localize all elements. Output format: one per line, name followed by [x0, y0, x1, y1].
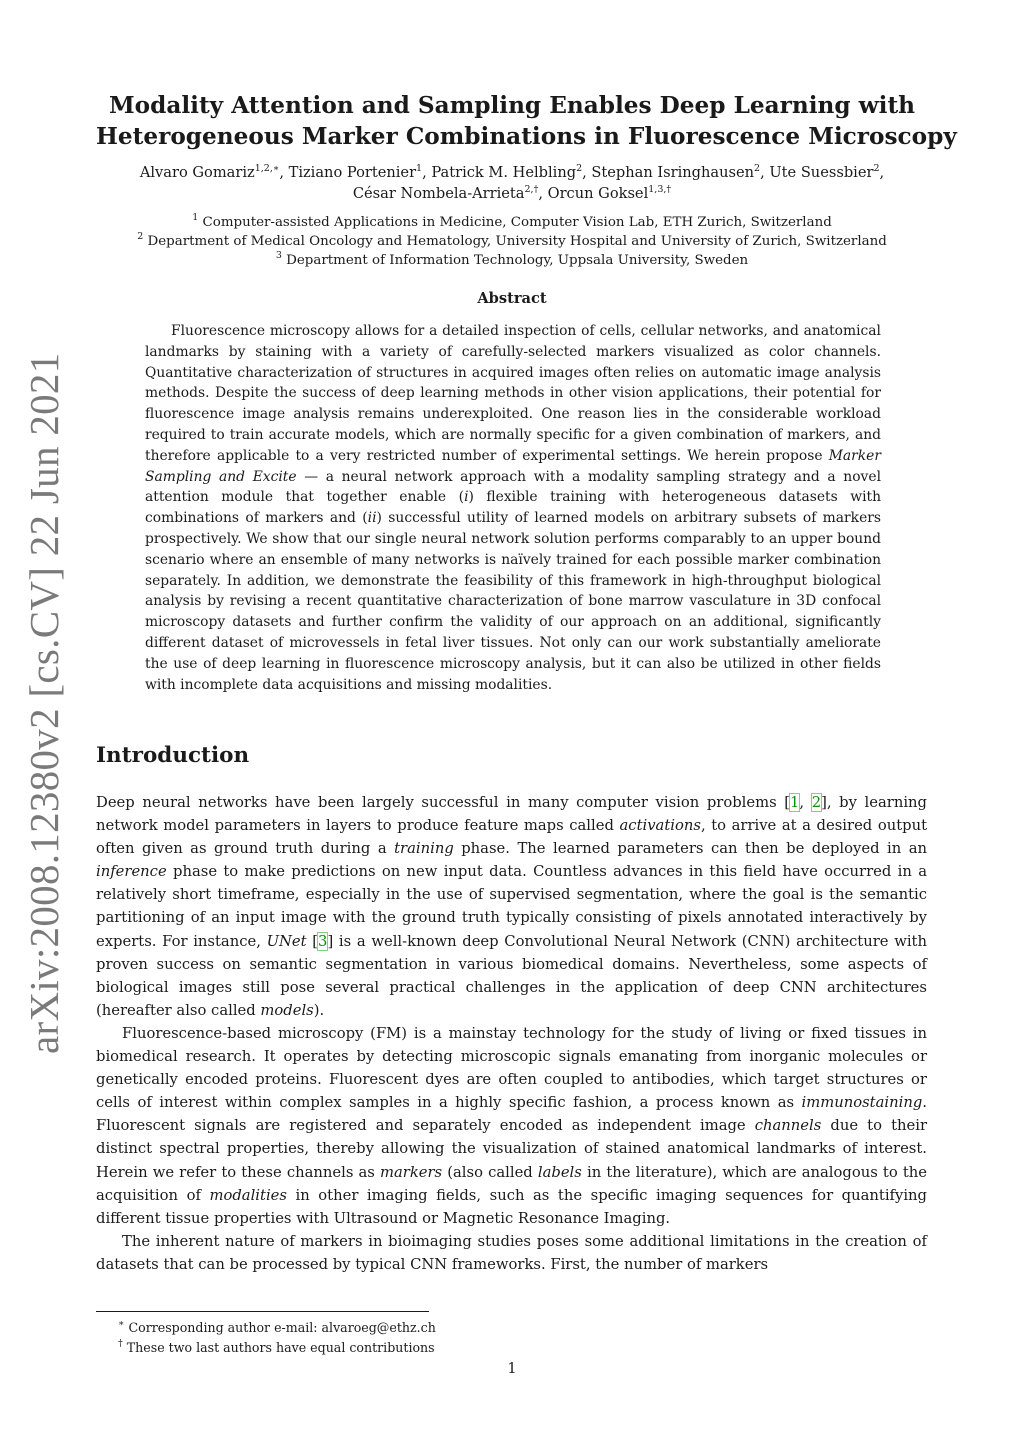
affiliation-number: 2: [137, 231, 144, 243]
author-affiliation-mark: 2: [873, 163, 880, 174]
footnotes: [118, 1318, 436, 1358]
affiliation-text: Computer-assisted Applications in Medicine, Computer Vision Lab, ETH Zurich, Switzerland: [202, 215, 832, 230]
emphasis-term: training: [394, 840, 454, 858]
footnote-text: Corresponding author e-mail: alvaroeg@ethz.ch: [128, 1320, 436, 1335]
body-text: due to their distinct spectral properties, thereby allowing the visualization of stained anatomical landmarks of interest. Herein we refer to these channels as: [96, 1117, 927, 1181]
author-affiliation-mark: 1: [416, 163, 423, 174]
footnote-divider: [96, 1311, 429, 1312]
method-name: Marker Sampling and Excite: [145, 447, 881, 485]
author-name: Patrick M. Helbling: [431, 164, 577, 181]
body-text: . Fluorescent signals are registered and separately encoded as independent image: [96, 1094, 927, 1135]
body-paragraph-2: [96, 1022, 927, 1230]
affiliation-item: [96, 251, 928, 270]
author-affiliation-mark: 1,2,∗: [254, 163, 280, 174]
body-text: ).: [313, 1001, 325, 1019]
affiliation-text: Department of Information Technology, Uppsala University, Sweden: [286, 253, 749, 269]
abstract-body: [145, 321, 881, 695]
author-name: Ute Suessbier: [769, 164, 874, 181]
title-line-1: Modality Attention and Sampling Enables Deep Learning with: [108, 92, 916, 119]
author-affiliation-mark: 2: [754, 163, 761, 174]
author-line-1: [96, 162, 928, 183]
footnote-text: These two last authors have equal contributions: [126, 1340, 435, 1355]
emphasis-term: inference: [96, 863, 167, 881]
emphasis-term: channels: [754, 1117, 822, 1135]
author-affiliation-mark: 2: [576, 163, 583, 174]
body-text: ,: [799, 794, 812, 811]
body-text: in the literature), which are analogous to the acquisition of: [96, 1163, 927, 1204]
emphasis-term: labels: [537, 1163, 582, 1181]
abstract-text: ) successful utility of learned models on arbitrary subsets of markers prospectively. We show that our single neural network solution performs comparably to an upper bound scenario where an ensemble of many networks is naïvely trained for each possible marker combination separately. In addition, we demonstrate the feasibility of this framework in high-throughput biological analysis by revising a recent quantitative characterization of bone marrow vasculature in 3D confocal microscopy datasets and further confirm the validity of our approach on an additional, significantly different dataset of microvessels in fetal liver tissues. Not only can our work substantially ameliorate the use of deep learning in fluorescence microscopy analysis, but it can also be utilized in other fields with incomplete data acquisitions and missing modalities.: [145, 510, 881, 693]
citation-link[interactable]: 2: [811, 794, 822, 811]
author-affiliation-mark: 2,†: [524, 184, 539, 195]
body-text: phase to make predictions on new input data. Countless advances in this field have occurred in a relatively short timeframe, especially in the use of supervised segmentation, where the goal is the semantic partitioning of an input image with the ground truth typically consisting of pixels annotated interactively by experts. For instance,: [96, 863, 927, 950]
emphasis-term: immunostaining: [801, 1094, 923, 1112]
affiliation-item: [96, 213, 928, 232]
affiliation-item: [96, 232, 928, 251]
citation-link[interactable]: 3: [318, 932, 328, 950]
author-name: Tiziano Portenier: [288, 164, 417, 181]
author-separator: ,: [582, 164, 592, 181]
author-separator: ,: [538, 185, 548, 202]
abstract-text: — a neural network approach with a modality sampling strategy and a novel attention module that together enable (: [145, 468, 881, 506]
body-text: ], by learning network model parameters in layers to produce feature maps called: [96, 794, 927, 835]
abstract-heading: Abstract: [477, 290, 547, 307]
footnote-mark: ∗: [118, 1318, 125, 1329]
body-text: ] is a well-known deep Convolutional Neural Network (CNN) architecture with proven success on semantic segmentation in various biomedical domains. Nevertheless, some aspects of biological images still pose several practical challenges in the application of deep CNN architectures (hereafter also called: [96, 932, 927, 1019]
body-text: , to arrive at a desired output often given as ground truth during a: [96, 817, 927, 858]
introduction-body: [96, 791, 927, 1276]
author-line-2: [96, 183, 928, 204]
affiliation-number: 1: [192, 212, 199, 223]
body-text: phase. The learned parameters can then be deployed in an: [453, 840, 927, 858]
footnote-mark: †: [118, 1338, 123, 1349]
citation-link[interactable]: 1: [790, 794, 800, 811]
section-heading-introduction: Introduction: [96, 743, 250, 768]
emphasis-term: UNet: [266, 932, 307, 950]
author-name: Alvaro Gomariz: [139, 164, 255, 181]
emphasis-term: activations: [619, 817, 701, 835]
body-text: [: [306, 932, 319, 950]
abstract-text: ) flexible training with heterogeneous datasets with combinations of markers and (: [145, 489, 881, 527]
emphasis-term: models: [260, 1001, 314, 1019]
affiliation-text: Department of Medical Oncology and Hematology, University Hospital and University of Zurich, Switzerland: [147, 234, 887, 250]
page-number: 1: [507, 1360, 517, 1377]
arxiv-identifier-stamp: arXiv:2008.12380v2 [cs.CV] 22 Jun 2021: [21, 352, 67, 1054]
author-affiliation-mark: 1,3,†: [648, 184, 672, 195]
author-list: [96, 162, 928, 204]
emphasis-term: markers: [380, 1163, 443, 1181]
body-text: Fluorescence-based microscopy (FM) is a mainstay technology for the study of living or fixed tissues in biomedical research. It operates by detecting microscopic signals emanating from inorganic molecules or genetically encoded proteins. Fluorescent dyes are often coupled to antibodies, which target structures or cells of interest within complex samples in a highly specific fashion, a process known as: [96, 1024, 927, 1112]
author-name: Stephan Isringhausen: [591, 164, 755, 181]
body-text: Deep neural networks have been largely successful in many computer vision problems [: [96, 794, 791, 811]
affiliation-number: 3: [275, 250, 282, 262]
author-separator: ,: [879, 164, 885, 181]
abstract-text: Fluorescence microscopy allows for a detailed inspection of cells, cellular networks, and anatomical landmarks by staining with a variety of carefully-selected markers visualized as color channels. Quantitative characterization of structures in acquired images often relies on automatic image analysis methods. Despite the success of deep learning methods in other vision applications, their potential for fluorescence image analysis remains underexploited. One reason lies in the considerable workload required to train accurate models, which are normally specific for a given combination of markers, and therefore applicable to a very restricted number of experimental settings. We herein propose: [145, 323, 881, 464]
author-separator: ,: [422, 164, 432, 181]
body-paragraph-3: The inherent nature of markers in bioimaging studies poses some additional limitations in the creation of datasets that can be processed by typical CNN frameworks. First, the number of markers: [96, 1232, 927, 1273]
author-name: Orcun Goksel: [547, 185, 649, 202]
body-text: (also called: [442, 1163, 538, 1181]
author-separator: ,: [760, 164, 770, 181]
abstract-paragraph: [145, 321, 881, 695]
body-text: in other imaging fields, such as the specific imaging sequences for quantifying different tissue properties with Ultrasound or Magnetic Resonance Imaging.: [96, 1186, 928, 1227]
enumeration-i: i: [464, 489, 469, 506]
paper-title: [96, 90, 957, 152]
title-line-2: Heterogeneous Marker Combinations in Fluorescence Microscopy: [96, 123, 957, 150]
enumeration-ii: ii: [367, 510, 377, 527]
footnote-item: [118, 1318, 436, 1338]
author-name: César Nombela-Arrieta: [352, 185, 525, 202]
author-separator: ,: [279, 164, 289, 181]
footnote-item: [118, 1338, 436, 1358]
affiliation-list: [96, 213, 928, 271]
emphasis-term: modalities: [209, 1186, 287, 1204]
body-paragraph-1: [96, 791, 927, 1022]
